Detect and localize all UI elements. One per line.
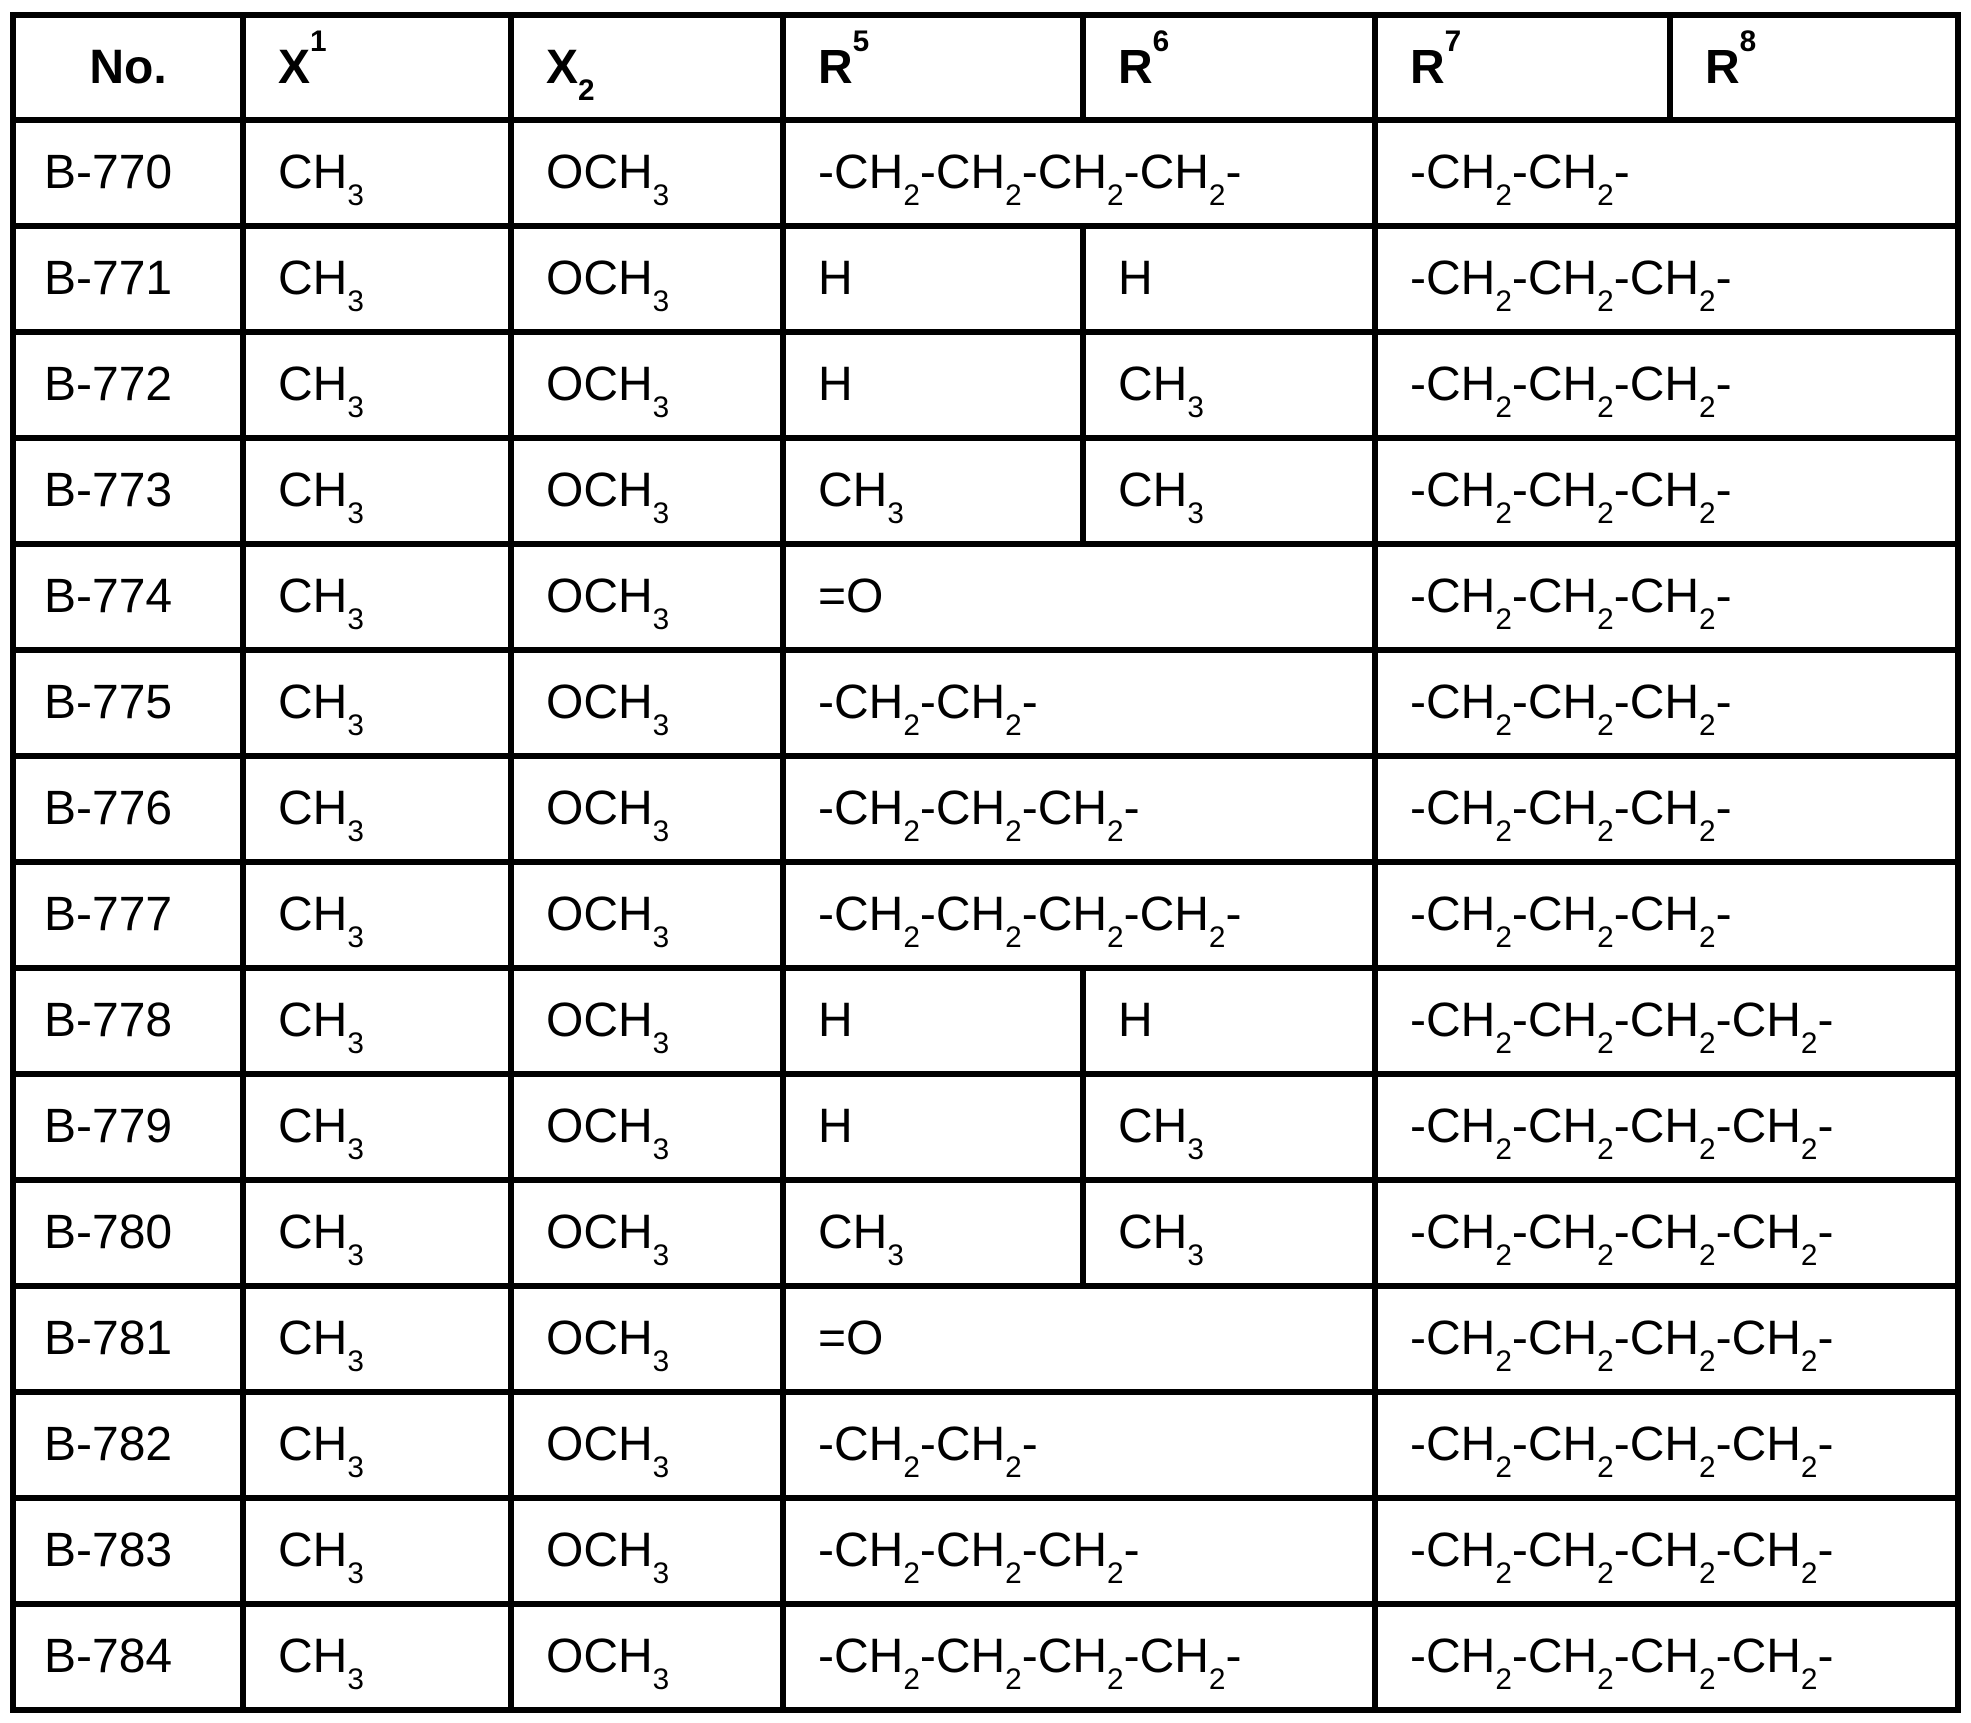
table-row xyxy=(13,438,1958,544)
cell-no: B-771 xyxy=(13,226,243,332)
cell-x1: $CH_3$ xyxy=(243,756,511,862)
cell-r7-r8: $-CH_2-CH_2-$ xyxy=(1375,120,1958,226)
cell-x2: $OCH_3$ xyxy=(511,756,783,862)
cell-r7-r8: $-CH_2-CH_2-CH_2-CH_2-$ xyxy=(1375,968,1958,1074)
cell-r7-r8: $-CH_2-CH_2-CH_2-$ xyxy=(1375,756,1958,862)
header-superscript: 6 xyxy=(1152,24,1170,58)
header-label: R xyxy=(818,40,853,94)
header-superscript: 7 xyxy=(1444,24,1462,58)
table-row xyxy=(13,226,1958,332)
column-header-x2 xyxy=(511,15,783,120)
cell-x1: $CH_3$ xyxy=(243,1604,511,1710)
cell-x1: $CH_3$ xyxy=(243,1392,511,1498)
cell-r6: $CH_3$ xyxy=(1083,332,1375,438)
table-row xyxy=(13,756,1958,862)
cell-r6: H xyxy=(1083,968,1375,1074)
cell-no: B-774 xyxy=(13,544,243,650)
cell-r5-r6: =O xyxy=(783,1286,1375,1392)
cell-no: B-773 xyxy=(13,438,243,544)
cell-r7-r8: $-CH_2-CH_2-CH_2-CH_2-$ xyxy=(1375,1392,1958,1498)
cell-x2: $OCH_3$ xyxy=(511,438,783,544)
cell-no: B-781 xyxy=(13,1286,243,1392)
cell-r7-r8: $-CH_2-CH_2-CH_2-$ xyxy=(1375,862,1958,968)
table-row xyxy=(13,332,1958,438)
cell-no: B-772 xyxy=(13,332,243,438)
table-row xyxy=(13,1392,1958,1498)
cell-x1: $CH_3$ xyxy=(243,120,511,226)
cell-x2: $OCH_3$ xyxy=(511,226,783,332)
cell-x1: $CH_3$ xyxy=(243,650,511,756)
header-label: X xyxy=(546,40,579,94)
table-row xyxy=(13,1604,1958,1710)
cell-x2: $OCH_3$ xyxy=(511,650,783,756)
cell-r5: H xyxy=(783,332,1083,438)
table-row xyxy=(13,1286,1958,1392)
cell-r5: H xyxy=(783,968,1083,1074)
cell-x1: $CH_3$ xyxy=(243,862,511,968)
header-label: X xyxy=(278,40,311,94)
cell-r5-r6: =O xyxy=(783,544,1375,650)
cell-no: B-780 xyxy=(13,1180,243,1286)
cell-x1: $CH_3$ xyxy=(243,332,511,438)
cell-no: B-776 xyxy=(13,756,243,862)
cell-r7-r8: $-CH_2-CH_2-CH_2-CH_2-$ xyxy=(1375,1286,1958,1392)
cell-r7-r8: $-CH_2-CH_2-CH_2-CH_2-$ xyxy=(1375,1604,1958,1710)
cell-x2: $OCH_3$ xyxy=(511,544,783,650)
cell-r6: $CH_3$ xyxy=(1083,438,1375,544)
cell-r5-r6: $-CH_2-CH_2-$ xyxy=(783,650,1375,756)
cell-x2: $OCH_3$ xyxy=(511,332,783,438)
cell-r7-r8: $-CH_2-CH_2-CH_2-$ xyxy=(1375,650,1958,756)
header-superscript: 8 xyxy=(1739,24,1757,58)
cell-no: B-778 xyxy=(13,968,243,1074)
header-label: R xyxy=(1118,40,1153,94)
cell-r5: H xyxy=(783,226,1083,332)
cell-x2: $OCH_3$ xyxy=(511,1604,783,1710)
cell-x2: $OCH_3$ xyxy=(511,1498,783,1604)
header-label: R xyxy=(1705,40,1740,94)
column-header-r8 xyxy=(1670,15,1958,120)
cell-r7-r8: $-CH_2-CH_2-CH_2-CH_2-$ xyxy=(1375,1074,1958,1180)
column-header-no xyxy=(13,15,243,120)
table-row xyxy=(13,544,1958,650)
table-row xyxy=(13,650,1958,756)
cell-x2: $OCH_3$ xyxy=(511,1392,783,1498)
header-superscript: 5 xyxy=(852,24,870,58)
header-label: No. xyxy=(89,40,167,94)
cell-no: B-770 xyxy=(13,120,243,226)
column-header-r5 xyxy=(783,15,1083,120)
cell-x2: $OCH_3$ xyxy=(511,1286,783,1392)
cell-no: B-783 xyxy=(13,1498,243,1604)
table-row xyxy=(13,968,1958,1074)
cell-r7-r8: $-CH_2-CH_2-CH_2-$ xyxy=(1375,332,1958,438)
table-row xyxy=(13,120,1958,226)
cell-r5: $CH_3$ xyxy=(783,1180,1083,1286)
cell-r5: $CH_3$ xyxy=(783,438,1083,544)
table-row xyxy=(13,1074,1958,1180)
cell-r7-r8: $-CH_2-CH_2-CH_2-$ xyxy=(1375,226,1958,332)
cell-r7-r8: $-CH_2-CH_2-CH_2-CH_2-$ xyxy=(1375,1498,1958,1604)
cell-r5-r6: $-CH_2-CH_2-CH_2-$ xyxy=(783,756,1375,862)
cell-r5-r6: $-CH_2-CH_2-CH_2-CH_2-$ xyxy=(783,862,1375,968)
cell-r5-r6: $-CH_2-CH_2-CH_2-CH_2-$ xyxy=(783,120,1375,226)
cell-r6: $CH_3$ xyxy=(1083,1074,1375,1180)
cell-x2: $OCH_3$ xyxy=(511,1074,783,1180)
column-header-r7 xyxy=(1375,15,1670,120)
cell-x2: $OCH_3$ xyxy=(511,120,783,226)
cell-x2: $OCH_3$ xyxy=(511,968,783,1074)
cell-r6: H xyxy=(1083,226,1375,332)
cell-no: B-779 xyxy=(13,1074,243,1180)
cell-no: B-782 xyxy=(13,1392,243,1498)
header-label: R xyxy=(1410,40,1445,94)
cell-r7-r8: $-CH_2-CH_2-CH_2-CH_2-$ xyxy=(1375,1180,1958,1286)
cell-x1: $CH_3$ xyxy=(243,968,511,1074)
cell-x1: $CH_3$ xyxy=(243,1286,511,1392)
cell-r5: H xyxy=(783,1074,1083,1180)
cell-no: B-777 xyxy=(13,862,243,968)
cell-r7-r8: $-CH_2-CH_2-CH_2-$ xyxy=(1375,544,1958,650)
column-header-x1 xyxy=(243,15,511,120)
header-row xyxy=(13,15,1958,120)
cell-x1: $CH_3$ xyxy=(243,1498,511,1604)
table-row xyxy=(13,1180,1958,1286)
cell-x1: $CH_3$ xyxy=(243,1180,511,1286)
cell-x1: $CH_3$ xyxy=(243,438,511,544)
header-subscript: 2 xyxy=(578,73,595,107)
cell-x2: $OCH_3$ xyxy=(511,862,783,968)
column-header-r6 xyxy=(1083,15,1375,120)
cell-r5-r6: $-CH_2-CH_2-$ xyxy=(783,1392,1375,1498)
cell-r7-r8: $-CH_2-CH_2-CH_2-$ xyxy=(1375,438,1958,544)
cell-r5-r6: $-CH_2-CH_2-CH_2-$ xyxy=(783,1498,1375,1604)
header-superscript: 1 xyxy=(310,24,327,58)
cell-no: B-775 xyxy=(13,650,243,756)
cell-x1: $CH_3$ xyxy=(243,226,511,332)
table-body xyxy=(13,120,1958,1710)
compound-table xyxy=(10,12,1961,1713)
cell-x1: $CH_3$ xyxy=(243,544,511,650)
table-row xyxy=(13,1498,1958,1604)
cell-r6: $CH_3$ xyxy=(1083,1180,1375,1286)
cell-x2: $OCH_3$ xyxy=(511,1180,783,1286)
cell-no: B-784 xyxy=(13,1604,243,1710)
table-row xyxy=(13,862,1958,968)
table-header xyxy=(13,15,1958,120)
cell-r5-r6: $-CH_2-CH_2-CH_2-CH_2-$ xyxy=(783,1604,1375,1710)
cell-x1: $CH_3$ xyxy=(243,1074,511,1180)
